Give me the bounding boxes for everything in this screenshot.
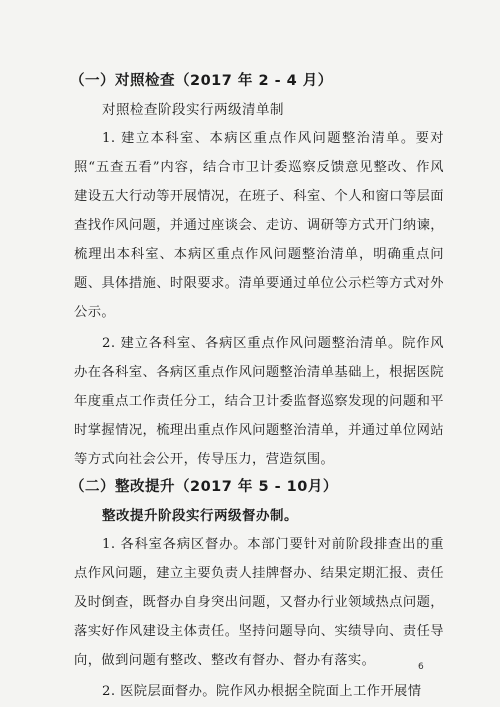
section-1-paragraph-2: 2. 建立各科室、各病区重点作风问题整治清单。院作风办在各科室、各病区重点作风问题整治清单基础上，根据医院年度重点工作责任分工，结合卫计委监督巡察发现的问题和平时掌握情况，梳理出重点作风问题整治清单，并通过单位网站等方式向社会公开，传导压力，营造氛围。	[74, 336, 444, 467]
document-body	[70, 70, 444, 706]
section-1-heading: （一）对照检查（2017 年 2 - 4 月）	[70, 73, 333, 89]
section-1-subheading: 对照检查阶段实行两级清单制	[102, 102, 284, 118]
section-2-heading: （二）整改提升（2017 年 5 - 10月）	[70, 479, 338, 495]
section-2	[70, 476, 444, 706]
section-1-paragraph-1: 1. 建立本科室、本病区重点作风问题整治清单。要对照“五查五看”内容，结合市卫计委巡察反馈意见整改、作风建设五大行动等开展情况，在班子、科室、个人和窗口等层面查找作风问题，并通过座谈会、走访、调研等方式开门纳谏，梳理出本科室、本病区重点作风问题整治清单，明确重点问题、具体措施、时限要求。清单要通过单位公示栏等方式对外公示。	[74, 131, 444, 320]
section-1	[70, 70, 444, 474]
section-2-subheading: 整改提升阶段实行两级督办制。	[102, 508, 298, 524]
section-2-paragraph-1: 1. 各科室各病区督办。本部门要针对前阶段排查出的重点作风问题，建立主要负责人挂牌督办、结果定期汇报、责任及时倒查，既督办自身突出问题，又督办行业领域热点问题，落实好作风建设主体责任。坚持问题导向、实绩导向、责任导向，做到问题有整改、整改有督办、督办有落实。	[74, 537, 444, 668]
section-2-paragraph-2: 2. 医院层面督办。院作风办根据全院面上工作开展情	[102, 684, 422, 699]
page-number: 6	[418, 662, 424, 672]
